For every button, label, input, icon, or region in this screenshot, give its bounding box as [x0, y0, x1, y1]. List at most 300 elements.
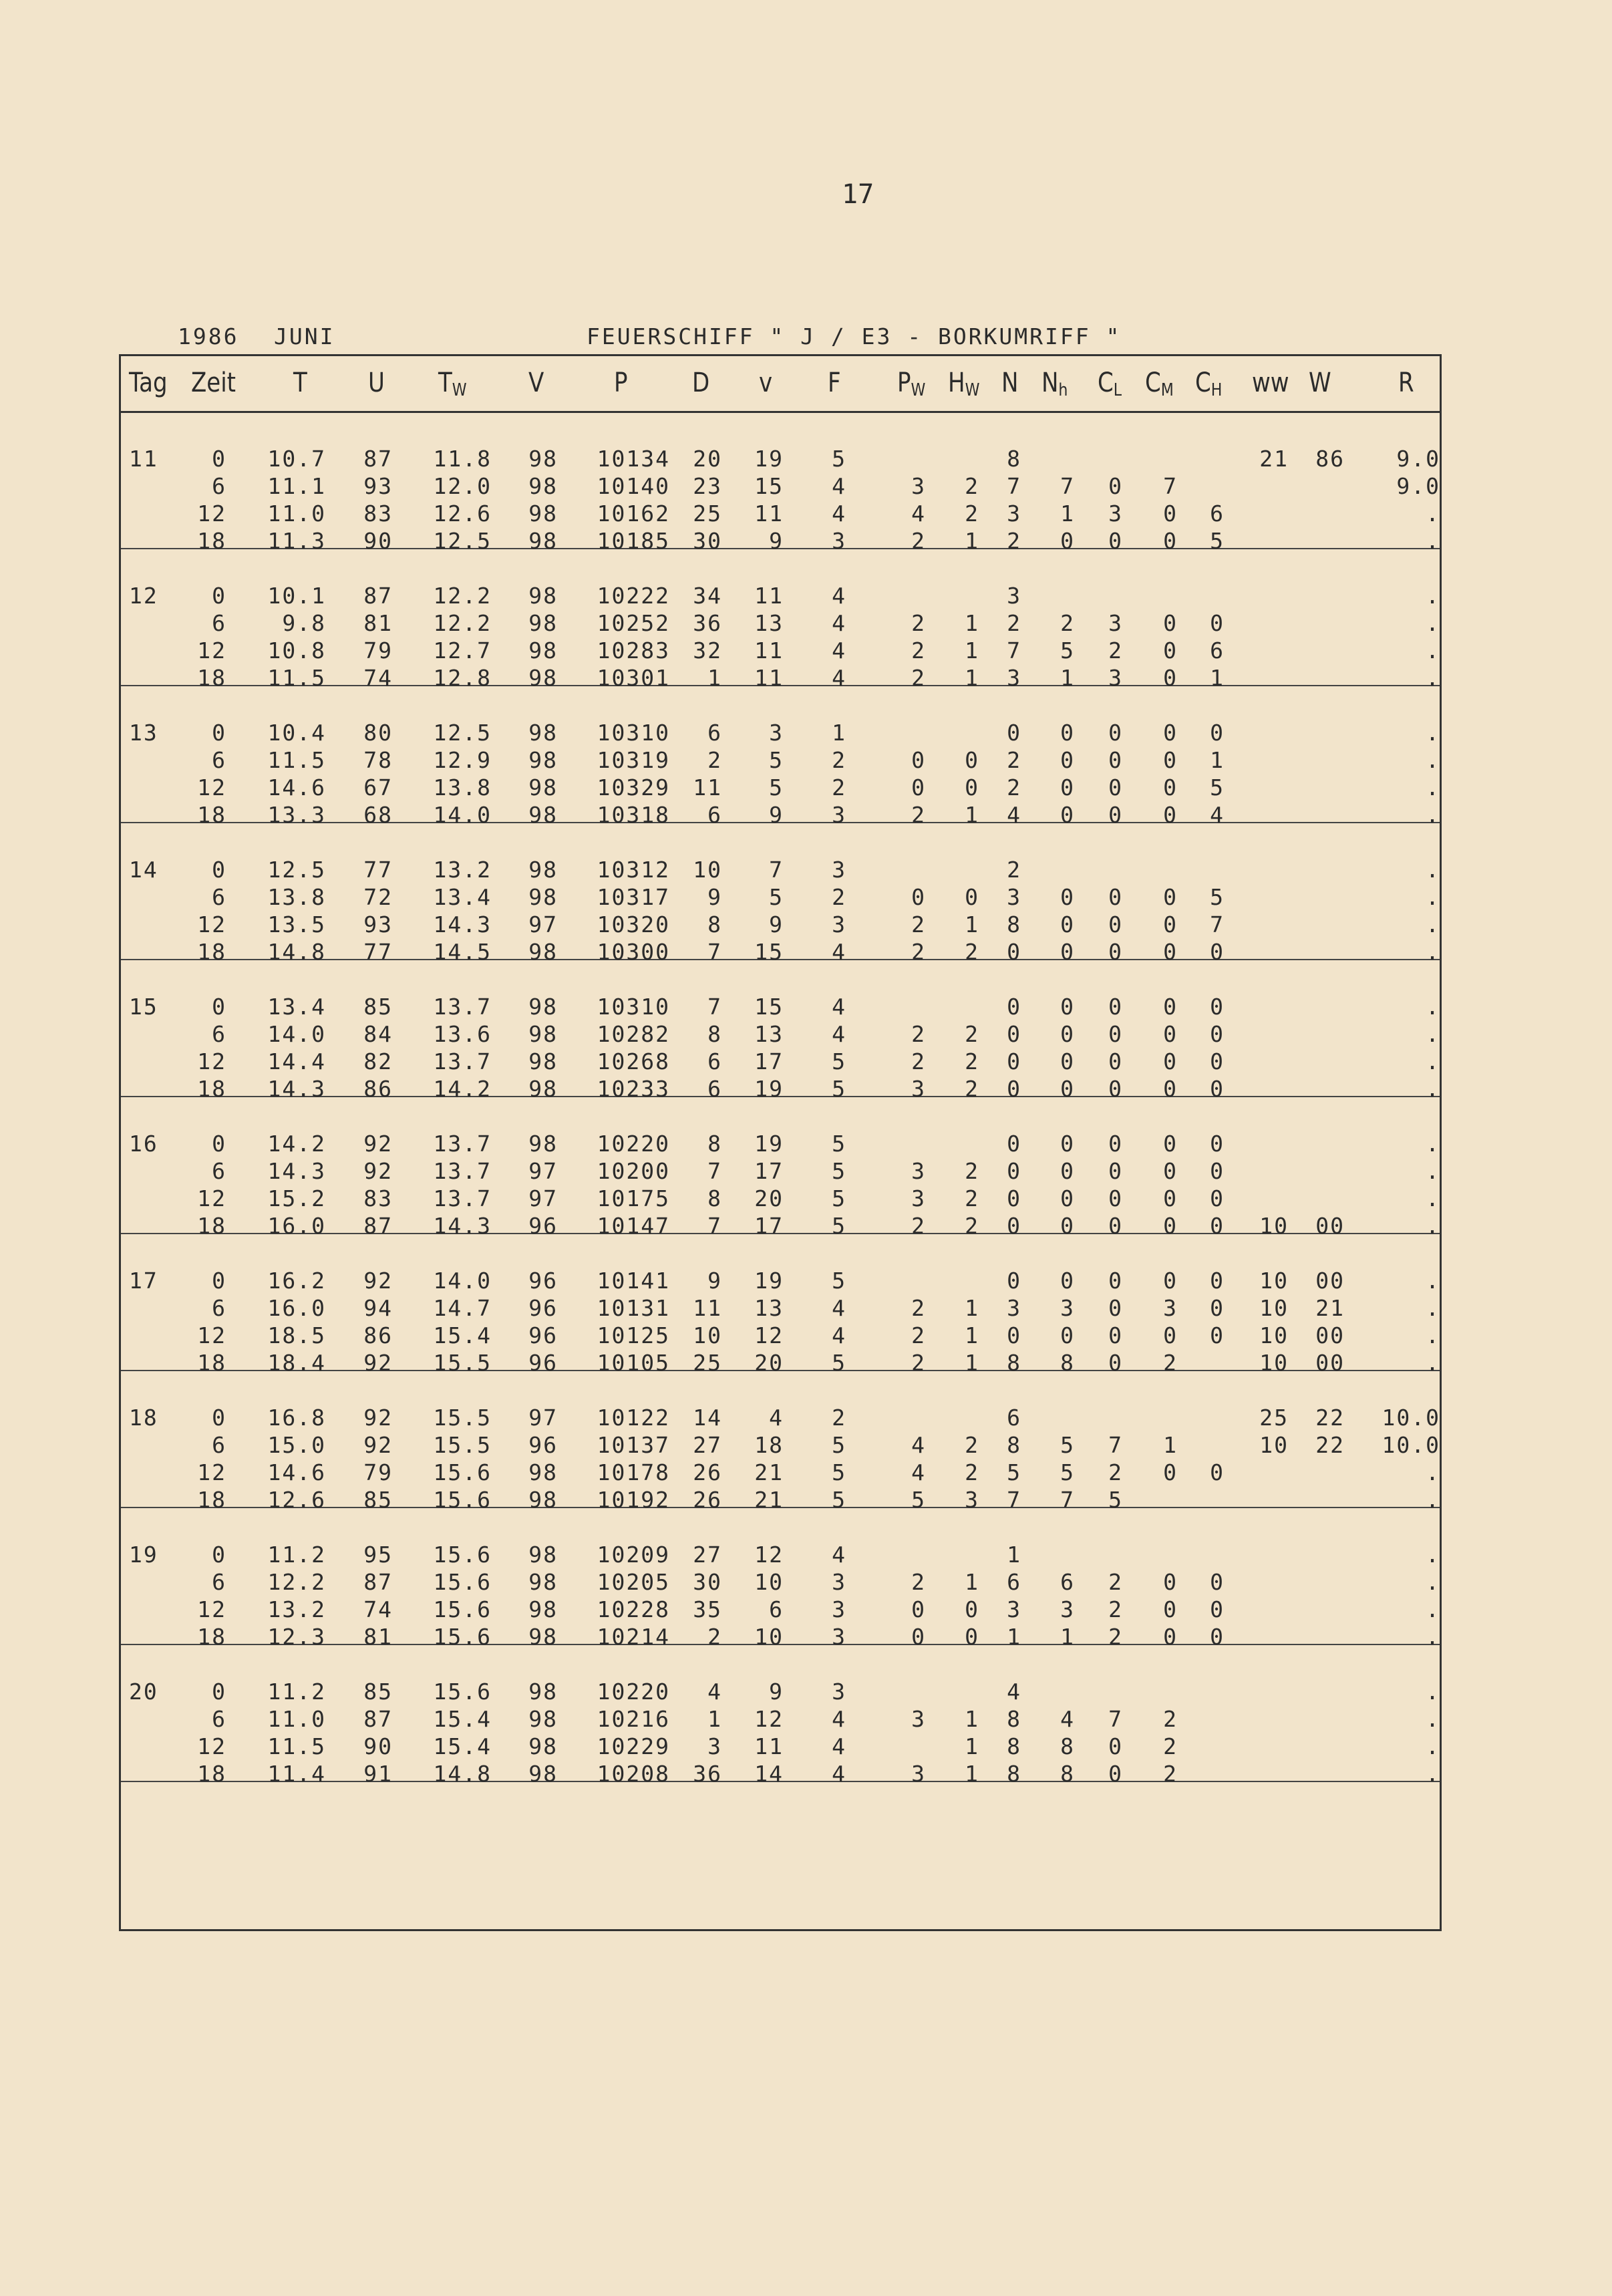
cell-p: 10185 — [597, 528, 670, 554]
cell-pw: 3 — [911, 1076, 926, 1102]
table-row — [121, 774, 1440, 802]
cell-d: 6 — [707, 1076, 722, 1102]
cell-f: 5 — [832, 1158, 846, 1184]
cell-v-upper: 96 — [528, 1213, 558, 1239]
cell-v-lower: 19 — [754, 446, 784, 472]
cell-tw: 14.5 — [433, 939, 492, 965]
cell-n: 8 — [1007, 1706, 1021, 1732]
cell-hw: 3 — [965, 1487, 979, 1513]
cell-cl: 0 — [1108, 911, 1123, 938]
cell-p: 10216 — [597, 1706, 670, 1732]
page-number: 17 — [842, 179, 874, 210]
cell-zeit: 18 — [197, 1350, 226, 1376]
cell-r: . — [1426, 1131, 1440, 1157]
cell-d: 2 — [707, 1624, 722, 1650]
cell-r: . — [1426, 1733, 1440, 1759]
cell-cm: 0 — [1163, 637, 1178, 664]
cell-tw: 15.6 — [433, 1487, 492, 1513]
cell-v-upper: 97 — [528, 1158, 558, 1184]
cell-u: 87 — [363, 1706, 393, 1732]
cell-cm: 0 — [1163, 1021, 1178, 1047]
cell-zeit: 6 — [212, 747, 226, 773]
cell-nh: 6 — [1060, 1569, 1075, 1595]
cell-tw: 12.2 — [433, 610, 492, 636]
cell-nh: 0 — [1060, 1021, 1075, 1047]
cell-v-upper: 98 — [528, 583, 558, 609]
cell-cl: 0 — [1108, 720, 1123, 746]
cell-zeit: 12 — [197, 500, 226, 527]
cell-t: 16.2 — [267, 1268, 326, 1294]
cell-zeit: 12 — [197, 1733, 226, 1759]
cell-zeit: 12 — [197, 1048, 226, 1074]
col-hw: $H_W$ — [948, 368, 980, 400]
cell-v-lower: 13 — [754, 1021, 784, 1047]
cell-zeit: 0 — [212, 1542, 226, 1568]
cell-d: 26 — [693, 1487, 722, 1513]
cell-nh: 2 — [1060, 610, 1075, 636]
cell-zeit: 12 — [197, 911, 226, 938]
cell-p: 10147 — [597, 1213, 670, 1239]
cell-v-lower: 20 — [754, 1350, 784, 1376]
cell-cm: 3 — [1163, 1295, 1178, 1321]
cell-n: 4 — [1007, 802, 1021, 828]
cell-p: 10131 — [597, 1295, 670, 1321]
cell-u: 87 — [363, 446, 393, 472]
cell-v-lower: 12 — [754, 1706, 784, 1732]
cell-v-lower: 21 — [754, 1487, 784, 1513]
cell-p: 10208 — [597, 1761, 670, 1787]
cell-v-upper: 97 — [528, 911, 558, 938]
cell-r: . — [1426, 884, 1440, 910]
cell-cm: 2 — [1163, 1733, 1178, 1759]
cell-ww: 10 — [1259, 1432, 1289, 1458]
cell-w: 22 — [1315, 1405, 1345, 1431]
cell-cm: 0 — [1163, 1185, 1178, 1211]
cell-ch: 0 — [1210, 1596, 1225, 1622]
cell-ch: 0 — [1210, 1295, 1225, 1321]
cell-pw: 2 — [911, 610, 926, 636]
cell-ch: 4 — [1210, 802, 1225, 828]
cell-cl: 7 — [1108, 1432, 1123, 1458]
cell-p: 10192 — [597, 1487, 670, 1513]
cell-d: 10 — [693, 857, 722, 883]
cell-v-upper: 98 — [528, 994, 558, 1020]
cell-cm: 2 — [1163, 1761, 1178, 1787]
cell-zeit: 0 — [212, 1679, 226, 1705]
cell-t: 12.2 — [267, 1569, 326, 1595]
cell-w: 22 — [1315, 1432, 1345, 1458]
cell-tw: 13.7 — [433, 994, 492, 1020]
cell-tag: 13 — [129, 720, 158, 746]
cell-zeit: 12 — [197, 774, 226, 801]
cell-tag: 16 — [129, 1131, 158, 1157]
cell-zeit: 18 — [197, 939, 226, 965]
cell-f: 2 — [832, 884, 846, 910]
cell-r: . — [1426, 500, 1440, 527]
cell-zeit: 0 — [212, 857, 226, 883]
cell-tw: 12.5 — [433, 528, 492, 554]
cell-u: 87 — [363, 1213, 393, 1239]
cell-zeit: 0 — [212, 1405, 226, 1431]
cell-f: 4 — [832, 1706, 846, 1732]
table-row — [121, 1268, 1440, 1295]
cell-nh: 0 — [1060, 1213, 1075, 1239]
cell-f: 3 — [832, 1624, 846, 1650]
cell-tw: 13.4 — [433, 884, 492, 910]
table-row — [121, 1596, 1440, 1624]
col-v-upper: V — [528, 368, 544, 398]
cell-w: 00 — [1315, 1268, 1345, 1294]
cell-hw: 1 — [965, 1350, 979, 1376]
cell-p: 10125 — [597, 1322, 670, 1348]
cell-v-lower: 18 — [754, 1432, 784, 1458]
cell-tw: 13.6 — [433, 1021, 492, 1047]
cell-cm: 0 — [1163, 939, 1178, 965]
table-row — [121, 747, 1440, 774]
cell-nh: 0 — [1060, 884, 1075, 910]
cell-hw: 2 — [965, 1185, 979, 1211]
cell-tag: 19 — [129, 1542, 158, 1568]
cell-n: 2 — [1007, 774, 1021, 801]
cell-cm: 1 — [1163, 1432, 1178, 1458]
cell-f: 5 — [832, 1459, 846, 1485]
table-row — [121, 1158, 1440, 1185]
day-block-19 — [121, 1507, 1440, 1650]
cell-w: 21 — [1315, 1295, 1345, 1321]
cell-ch: 0 — [1210, 1131, 1225, 1157]
cell-w: 00 — [1315, 1350, 1345, 1376]
cell-pw: 2 — [911, 637, 926, 664]
cell-d: 23 — [693, 473, 722, 499]
cell-f: 5 — [832, 1213, 846, 1239]
cell-w: 00 — [1315, 1213, 1345, 1239]
cell-r: . — [1426, 802, 1440, 828]
cell-n: 3 — [1007, 884, 1021, 910]
cell-ww: 10 — [1259, 1213, 1289, 1239]
cell-pw: 2 — [911, 528, 926, 554]
table-row — [121, 1733, 1440, 1761]
cell-tw: 12.9 — [433, 747, 492, 773]
cell-d: 9 — [707, 1268, 722, 1294]
cell-cl: 0 — [1108, 747, 1123, 773]
cell-v-upper: 98 — [528, 1487, 558, 1513]
cell-cm: 0 — [1163, 1213, 1178, 1239]
cell-v-upper: 96 — [528, 1432, 558, 1458]
cell-u: 83 — [363, 1185, 393, 1211]
col-tag: Tag — [129, 368, 168, 398]
cell-cm: 0 — [1163, 1076, 1178, 1102]
cell-p: 10140 — [597, 473, 670, 499]
cell-d: 20 — [693, 446, 722, 472]
cell-zeit: 18 — [197, 1076, 226, 1102]
cell-tw: 15.6 — [433, 1679, 492, 1705]
cell-d: 32 — [693, 637, 722, 664]
cell-p: 10228 — [597, 1596, 670, 1622]
cell-d: 26 — [693, 1459, 722, 1485]
cell-tw: 15.6 — [433, 1596, 492, 1622]
cell-f: 4 — [832, 1021, 846, 1047]
cell-v-lower: 19 — [754, 1131, 784, 1157]
cell-t: 11.3 — [267, 528, 326, 554]
cell-u: 92 — [363, 1432, 393, 1458]
cell-d: 2 — [707, 747, 722, 773]
cell-v-upper: 98 — [528, 857, 558, 883]
cell-zeit: 0 — [212, 583, 226, 609]
cell-n: 7 — [1007, 473, 1021, 499]
cell-ch: 0 — [1210, 720, 1225, 746]
cell-ch: 0 — [1210, 1048, 1225, 1074]
cell-t: 11.5 — [267, 665, 326, 691]
cell-nh: 7 — [1060, 1487, 1075, 1513]
cell-p: 10317 — [597, 884, 670, 910]
table-row — [121, 1679, 1440, 1706]
cell-nh: 0 — [1060, 1131, 1075, 1157]
cell-p: 10233 — [597, 1076, 670, 1102]
cell-hw: 2 — [965, 1048, 979, 1074]
cell-nh: 7 — [1060, 473, 1075, 499]
cell-ww: 25 — [1259, 1405, 1289, 1431]
cell-t: 14.3 — [267, 1076, 326, 1102]
cell-p: 10105 — [597, 1350, 670, 1376]
cell-v-lower: 9 — [769, 911, 784, 938]
cell-pw: 3 — [911, 473, 926, 499]
cell-n: 4 — [1007, 1679, 1021, 1705]
cell-tw: 14.3 — [433, 911, 492, 938]
cell-tag: 15 — [129, 994, 158, 1020]
cell-t: 12.6 — [267, 1487, 326, 1513]
cell-nh: 3 — [1060, 1295, 1075, 1321]
cell-ch: 0 — [1210, 610, 1225, 636]
cell-tw: 12.6 — [433, 500, 492, 527]
cell-n: 8 — [1007, 911, 1021, 938]
cell-p: 10319 — [597, 747, 670, 773]
cell-u: 95 — [363, 1542, 393, 1568]
cell-d: 8 — [707, 911, 722, 938]
cell-d: 7 — [707, 939, 722, 965]
cell-p: 10178 — [597, 1459, 670, 1485]
cell-t: 16.8 — [267, 1405, 326, 1431]
cell-u: 86 — [363, 1322, 393, 1348]
cell-d: 7 — [707, 994, 722, 1020]
cell-zeit: 12 — [197, 1459, 226, 1485]
table-row — [121, 994, 1440, 1021]
cell-nh: 0 — [1060, 1185, 1075, 1211]
cell-d: 14 — [693, 1405, 722, 1431]
col-ww: ww — [1252, 368, 1289, 398]
cell-f: 4 — [832, 1322, 846, 1348]
cell-n: 0 — [1007, 1158, 1021, 1184]
cell-cm: 0 — [1163, 1624, 1178, 1650]
cell-t: 14.2 — [267, 1131, 326, 1157]
cell-d: 10 — [693, 1322, 722, 1348]
cell-u: 78 — [363, 747, 393, 773]
cell-n: 3 — [1007, 583, 1021, 609]
cell-ch: 6 — [1210, 637, 1225, 664]
cell-n: 0 — [1007, 1021, 1021, 1047]
cell-r: . — [1426, 528, 1440, 554]
cell-hw: 1 — [965, 1761, 979, 1787]
column-header-row — [121, 356, 1440, 413]
cell-ww: 10 — [1259, 1322, 1289, 1348]
cell-u: 79 — [363, 637, 393, 664]
cell-hw: 1 — [965, 528, 979, 554]
cell-v-lower: 19 — [754, 1268, 784, 1294]
cell-t: 14.6 — [267, 1459, 326, 1485]
cell-r: . — [1426, 665, 1440, 691]
cell-nh: 8 — [1060, 1761, 1075, 1787]
cell-p: 10268 — [597, 1048, 670, 1074]
cell-r: . — [1426, 857, 1440, 883]
cell-nh: 0 — [1060, 802, 1075, 828]
cell-cm: 0 — [1163, 720, 1178, 746]
table-row — [121, 1459, 1440, 1487]
cell-hw: 2 — [965, 1432, 979, 1458]
cell-cm: 2 — [1163, 1350, 1178, 1376]
cell-nh: 0 — [1060, 1048, 1075, 1074]
cell-t: 14.4 — [267, 1048, 326, 1074]
table-header-line — [119, 323, 1442, 350]
cell-v-upper: 98 — [528, 720, 558, 746]
cell-zeit: 6 — [212, 1432, 226, 1458]
cell-v-lower: 17 — [754, 1158, 784, 1184]
cell-f: 3 — [832, 911, 846, 938]
cell-d: 6 — [707, 720, 722, 746]
cell-p: 10137 — [597, 1432, 670, 1458]
cell-v-lower: 12 — [754, 1542, 784, 1568]
cell-f: 2 — [832, 774, 846, 801]
cell-r: . — [1426, 911, 1440, 938]
cell-nh: 5 — [1060, 1432, 1075, 1458]
col-v-lower: v — [759, 368, 773, 398]
cell-v-upper: 98 — [528, 1733, 558, 1759]
cell-hw: 2 — [965, 1076, 979, 1102]
cell-r: . — [1426, 1076, 1440, 1102]
cell-ch: 7 — [1210, 911, 1225, 938]
cell-n: 0 — [1007, 939, 1021, 965]
cell-f: 4 — [832, 610, 846, 636]
cell-f: 1 — [832, 720, 846, 746]
cell-pw: 3 — [911, 1185, 926, 1211]
cell-tw: 15.5 — [433, 1432, 492, 1458]
cell-cl: 2 — [1108, 1624, 1123, 1650]
cell-zeit: 18 — [197, 1487, 226, 1513]
cell-cl: 0 — [1108, 1185, 1123, 1211]
cell-pw: 0 — [911, 774, 926, 801]
cell-zeit: 6 — [212, 473, 226, 499]
day-block-18 — [121, 1370, 1440, 1513]
cell-f: 4 — [832, 1295, 846, 1321]
cell-f: 5 — [832, 1076, 846, 1102]
table-row — [121, 1185, 1440, 1213]
cell-t: 14.8 — [267, 939, 326, 965]
col-r: R — [1398, 368, 1414, 398]
col-w: W — [1309, 368, 1331, 398]
cell-v-lower: 11 — [754, 1733, 784, 1759]
cell-v-lower: 15 — [754, 473, 784, 499]
cell-f: 4 — [832, 1733, 846, 1759]
cell-v-upper: 98 — [528, 1021, 558, 1047]
cell-cm: 0 — [1163, 1268, 1178, 1294]
col-pw: $P_W$ — [897, 368, 926, 400]
cell-p: 10214 — [597, 1624, 670, 1650]
cell-f: 3 — [832, 1679, 846, 1705]
cell-hw: 1 — [965, 1706, 979, 1732]
cell-tw: 12.8 — [433, 665, 492, 691]
cell-cm: 0 — [1163, 1158, 1178, 1184]
cell-cm: 0 — [1163, 500, 1178, 527]
cell-f: 5 — [832, 1432, 846, 1458]
cell-p: 10318 — [597, 802, 670, 828]
cell-cl: 0 — [1108, 473, 1123, 499]
cell-p: 10252 — [597, 610, 670, 636]
cell-pw: 2 — [911, 1569, 926, 1595]
cell-u: 93 — [363, 911, 393, 938]
cell-tw: 15.4 — [433, 1706, 492, 1732]
cell-cl: 2 — [1108, 1459, 1123, 1485]
cell-zeit: 6 — [212, 1706, 226, 1732]
cell-r: . — [1426, 1596, 1440, 1622]
cell-ch: 1 — [1210, 747, 1225, 773]
cell-zeit: 18 — [197, 1213, 226, 1239]
cell-u: 93 — [363, 473, 393, 499]
cell-zeit: 6 — [212, 1158, 226, 1184]
cell-n: 8 — [1007, 1350, 1021, 1376]
cell-p: 10320 — [597, 911, 670, 938]
cell-w: 00 — [1315, 1322, 1345, 1348]
cell-hw: 1 — [965, 911, 979, 938]
cell-cm: 0 — [1163, 1048, 1178, 1074]
cell-cl: 3 — [1108, 500, 1123, 527]
cell-cl: 0 — [1108, 1268, 1123, 1294]
cell-p: 10329 — [597, 774, 670, 801]
cell-u: 72 — [363, 884, 393, 910]
cell-n: 8 — [1007, 1432, 1021, 1458]
cell-cl: 0 — [1108, 774, 1123, 801]
cell-hw: 2 — [965, 939, 979, 965]
cell-tw: 15.5 — [433, 1405, 492, 1431]
cell-cl: 2 — [1108, 1569, 1123, 1595]
cell-hw: 0 — [965, 1596, 979, 1622]
cell-r: 10.0 — [1382, 1405, 1440, 1431]
table-row — [121, 1706, 1440, 1733]
cell-v-lower: 13 — [754, 610, 784, 636]
table-row — [121, 473, 1440, 500]
cell-pw: 0 — [911, 747, 926, 773]
cell-d: 9 — [707, 884, 722, 910]
cell-u: 81 — [363, 610, 393, 636]
cell-ww: 10 — [1259, 1268, 1289, 1294]
cell-t: 11.5 — [267, 747, 326, 773]
cell-t: 11.5 — [267, 1733, 326, 1759]
cell-u: 91 — [363, 1761, 393, 1787]
col-t: T — [293, 368, 307, 398]
cell-p: 10209 — [597, 1542, 670, 1568]
cell-v-upper: 98 — [528, 1542, 558, 1568]
cell-tw: 13.7 — [433, 1048, 492, 1074]
cell-nh: 1 — [1060, 665, 1075, 691]
cell-f: 5 — [832, 446, 846, 472]
cell-ch: 0 — [1210, 1569, 1225, 1595]
cell-r: . — [1426, 774, 1440, 801]
cell-f: 4 — [832, 1542, 846, 1568]
cell-p: 10175 — [597, 1185, 670, 1211]
cell-d: 27 — [693, 1542, 722, 1568]
cell-pw: 2 — [911, 1322, 926, 1348]
cell-r: . — [1426, 720, 1440, 746]
cell-f: 4 — [832, 500, 846, 527]
cell-v-upper: 96 — [528, 1268, 558, 1294]
cell-p: 10300 — [597, 939, 670, 965]
